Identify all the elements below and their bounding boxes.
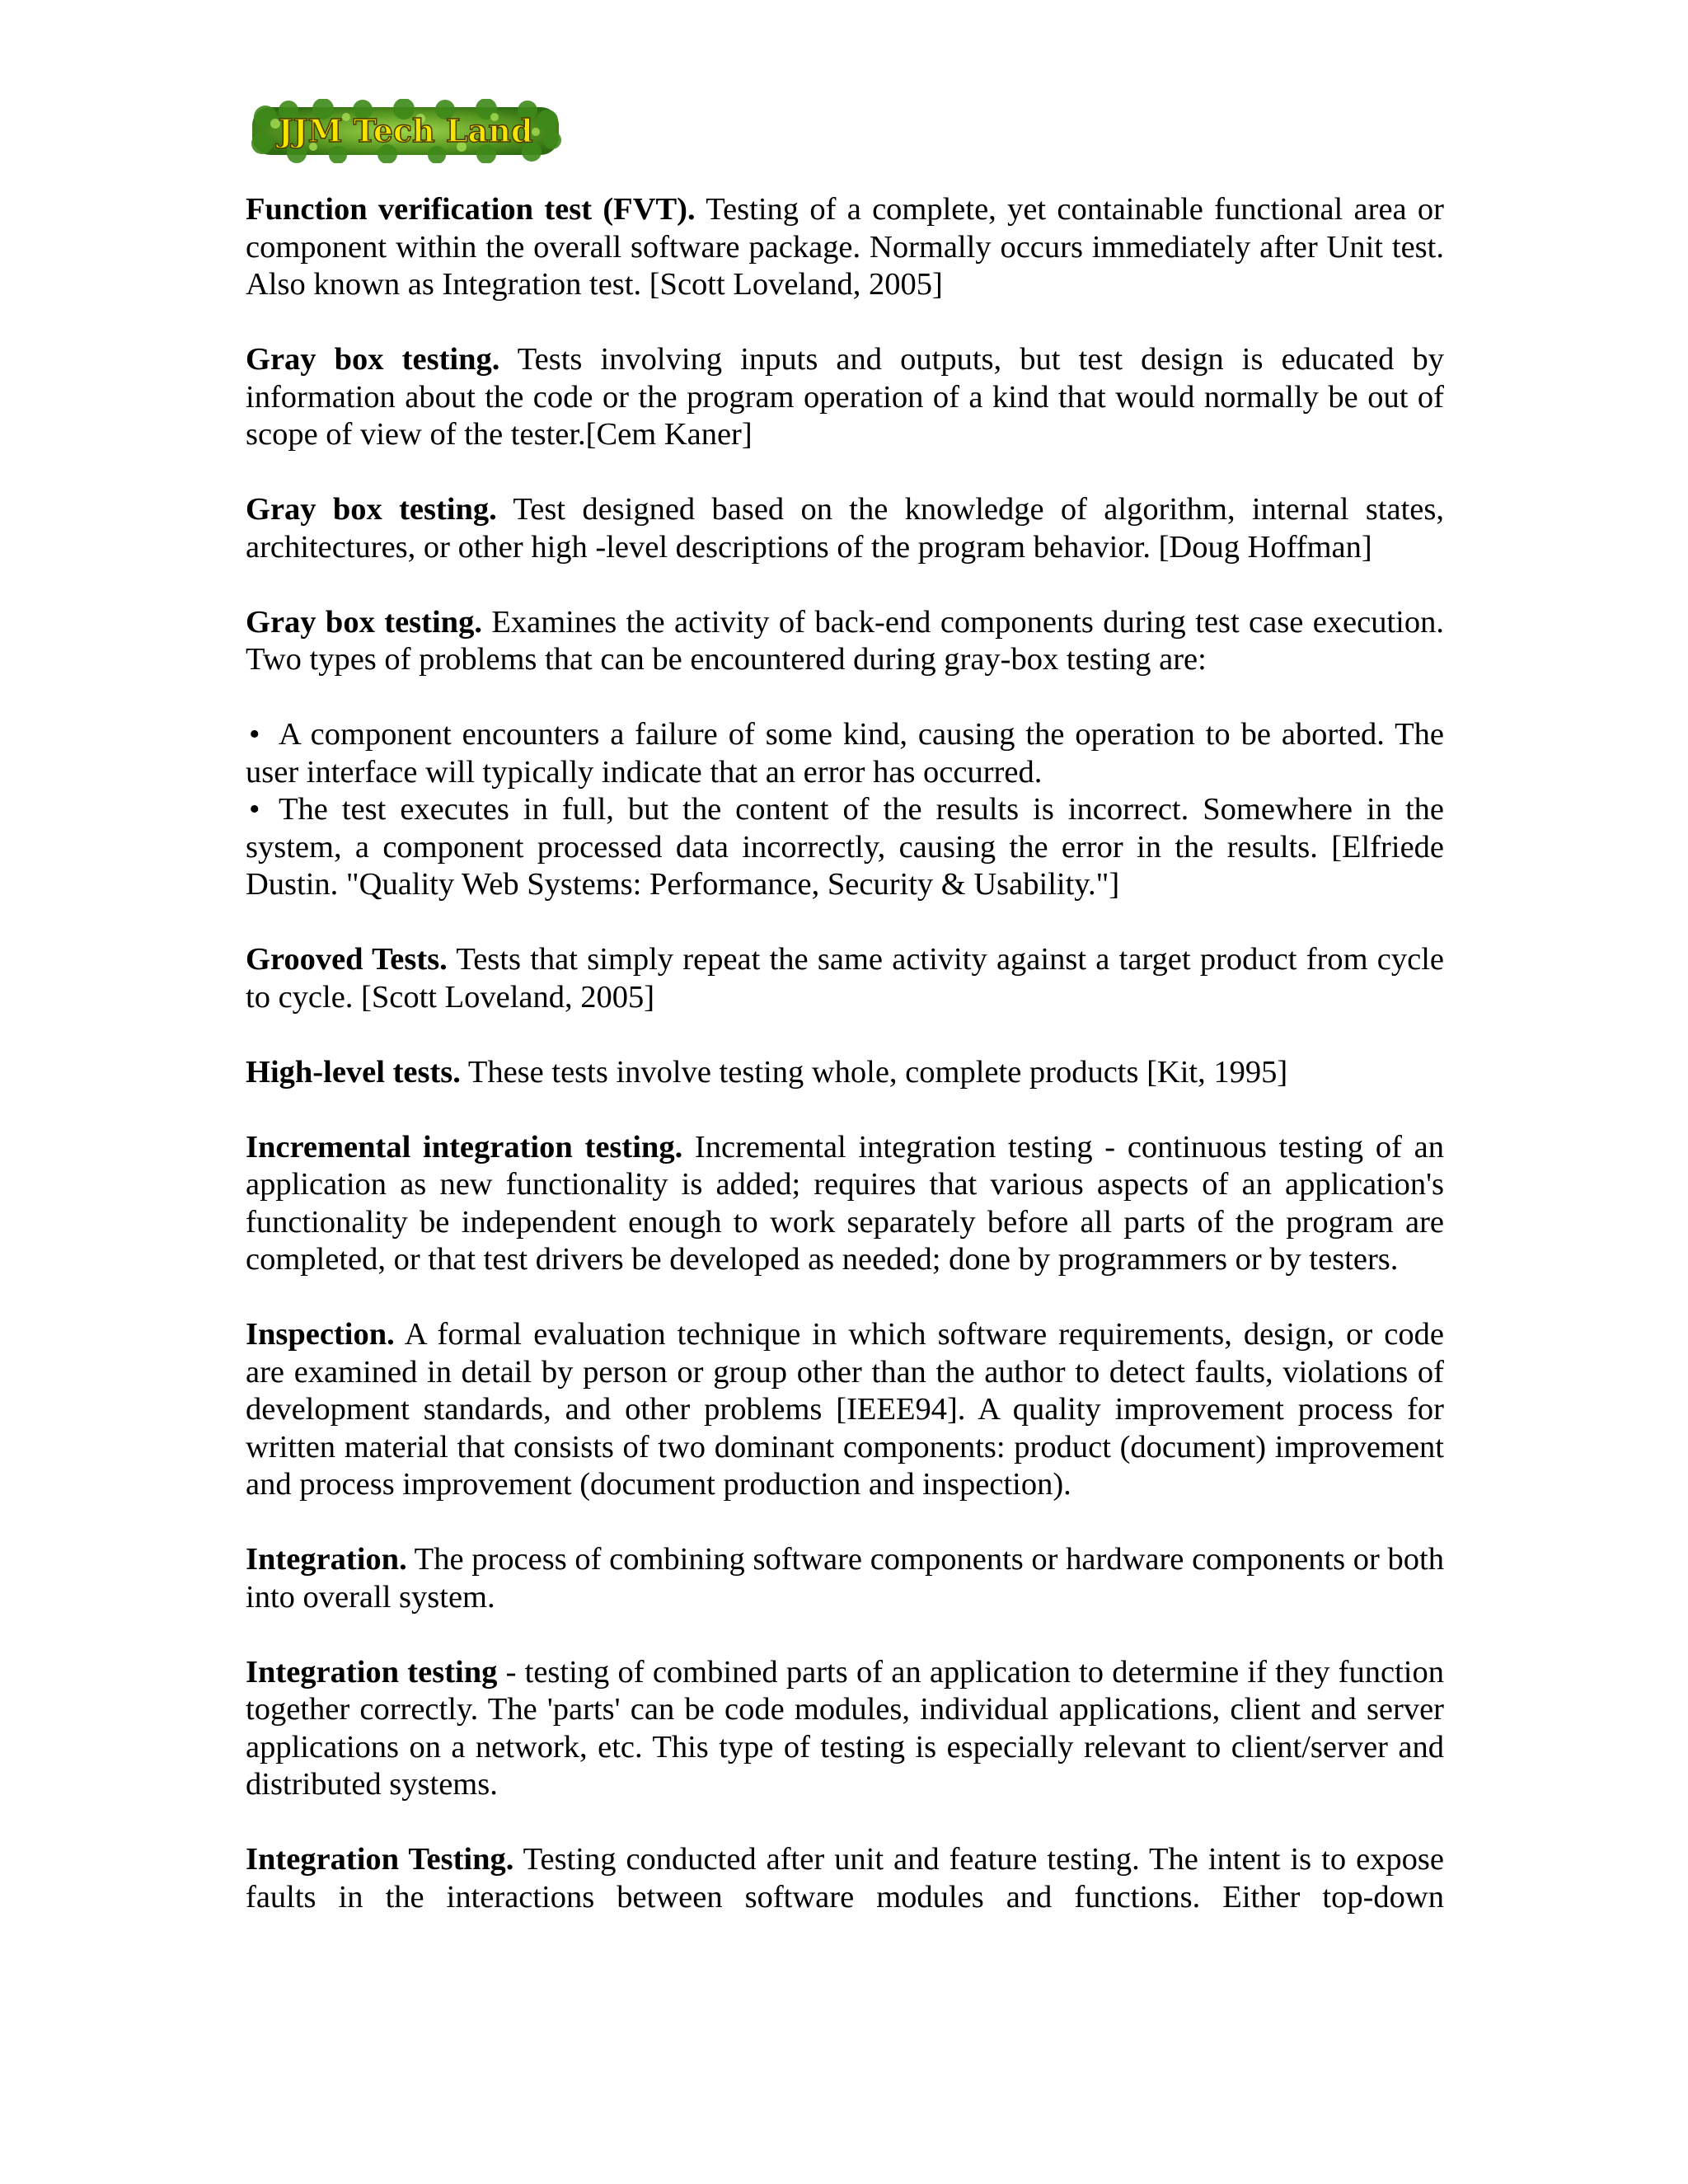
entry-definition: Testing conducted after unit and feature testing. The intent is to expose faults in the interactions between software modules and functions. Either top-down bbox=[246, 1842, 1444, 1915]
logo-text: JJM Tech Land bbox=[278, 112, 533, 149]
glossary-entry bbox=[246, 941, 1444, 1016]
entry-term: Inspection. bbox=[246, 1317, 395, 1352]
bullet-list bbox=[246, 716, 1444, 904]
bullet-text: A component encounters a failure of some kind, causing the operation to be aborted. The user interface will typically indicate that an error has occurred. bbox=[246, 717, 1444, 790]
glossary-entry bbox=[246, 341, 1444, 454]
entry-definition: These tests involve testing whole, complete products [Kit, 1995] bbox=[460, 1054, 1288, 1090]
glossary-entry bbox=[246, 1541, 1444, 1616]
entry-term: Incremental integration testing. bbox=[246, 1129, 683, 1165]
entry-term: High-level tests. bbox=[246, 1054, 461, 1090]
entry-term: Integration Testing. bbox=[246, 1842, 514, 1877]
entry-definition: Tests that simply repeat the same activity against a target product from cycle to cycle. [Scott Loveland, 2005] bbox=[246, 942, 1445, 1015]
glossary-entry bbox=[246, 491, 1444, 566]
bullet-icon: • bbox=[249, 717, 260, 752]
glossary-entry bbox=[246, 1316, 1444, 1504]
entry-term: Function verification test (FVT). bbox=[246, 192, 696, 227]
entry-definition: The process of combining software components or hardware components or both into overall system. bbox=[246, 1542, 1444, 1615]
entry-term: Integration testing bbox=[246, 1654, 498, 1690]
bullet-item bbox=[246, 716, 1444, 791]
entry-definition: A formal evaluation technique in which software requirements, design, or code are examined in detail by person or group other than the author to detect faults, violations of development standards, and other problems [IEEE94]. A quality improvement process for written material that consists of two dominant components: product (document) improvement and process improvement (document production and inspection). bbox=[246, 1317, 1444, 1502]
glossary-entry bbox=[246, 1841, 1444, 1916]
document-body bbox=[246, 191, 1444, 1954]
entry-term: Gray box testing. bbox=[246, 492, 497, 527]
entry-definition: Tests involving inputs and outputs, but test design is educated by information about the code or the program operation of a kind that would normally be out of scope of view of the tester.[Cem Kaner] bbox=[246, 342, 1444, 452]
glossary-entry bbox=[246, 1129, 1444, 1279]
glossary-entry bbox=[246, 1654, 1444, 1804]
logo-graphic bbox=[247, 99, 564, 163]
entry-definition: Examines the activity of back-end components during test case execution. Two types of problems that can be encountered during gray-box testing are: bbox=[246, 604, 1444, 677]
entry-definition: Test designed based on the knowledge of algorithm, internal states, architectures, or other high -level descriptions of the program behavior. [Doug Hoffman] bbox=[246, 492, 1444, 565]
bullet-icon: • bbox=[249, 792, 260, 827]
glossary-entry bbox=[246, 191, 1444, 304]
entry-definition: - testing of combined parts of an application to determine if they function together correctly. The 'parts' can be code modules, individual applications, client and server applications on a network, etc. This type of testing is especially relevant to client/server and distributed systems. bbox=[246, 1654, 1444, 1802]
bullet-text: The test executes in full, but the content of the results is incorrect. Somewhere in the system, a component processed data incorrectly, causing the error in the results. [Elfriede Dustin. "Quality Web Systems: Performance, Security & Usability."] bbox=[246, 792, 1444, 902]
entry-term: Integration. bbox=[246, 1542, 407, 1577]
entry-term: Gray box testing. bbox=[246, 604, 482, 640]
glossary-entry bbox=[246, 1054, 1444, 1092]
bullet-item bbox=[246, 791, 1444, 904]
jjm-tech-land-logo bbox=[247, 99, 564, 163]
entry-term: Gray box testing. bbox=[246, 342, 500, 377]
glossary-entry bbox=[246, 604, 1444, 679]
entry-definition: Incremental integration testing - continuous testing of an application as new functionality is added; requires that various aspects of an application's functionality be independent enough to work separately before all parts of the program are completed, or that test drivers be developed as needed; done by programmers or by testers. bbox=[246, 1129, 1444, 1277]
entry-term: Grooved Tests. bbox=[246, 942, 448, 977]
entry-definition: Testing of a complete, yet containable functional area or component within the overall software package. Normally occurs immediately after Unit test. Also known as Integration test. [Scott Loveland, 2005] bbox=[246, 192, 1444, 302]
